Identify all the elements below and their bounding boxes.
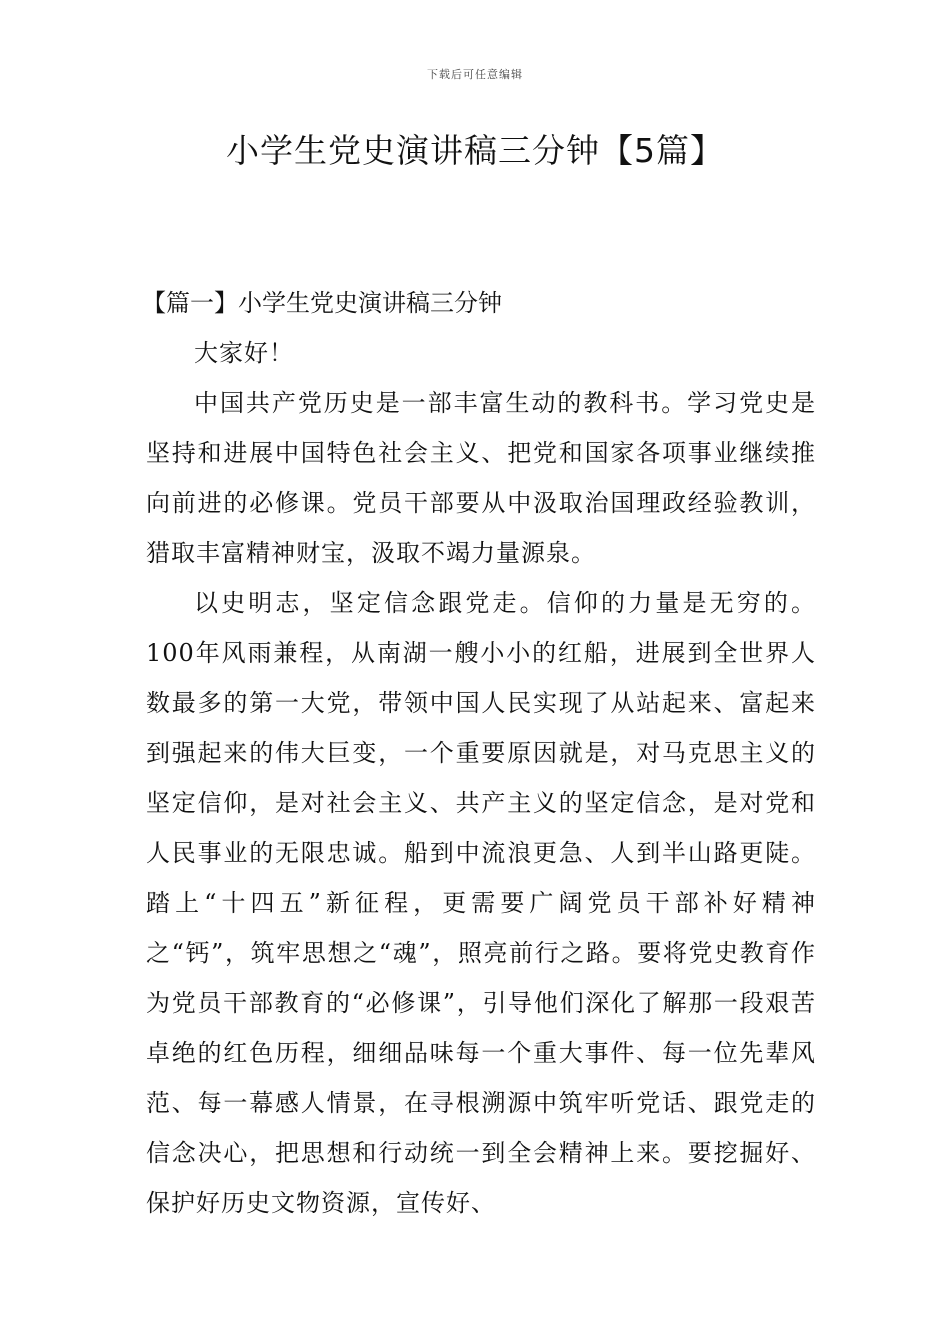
body-paragraph: 中国共产党历史是一部丰富生动的教科书。学习党史是坚持和进展中国特色社会主义、把党和国家各项事业继续推向前进的必修课。党员干部要从中汲取治国理政经验教训，猎取丰富精神财宝，汲取不竭力量源泉。 [146, 389, 816, 567]
greeting-paragraph: 大家好！ [194, 339, 294, 367]
section-heading: 【篇一】小学生党史演讲稿三分钟 [142, 289, 502, 317]
body-paragraph: 以史明志，坚定信念跟党走。信仰的力量是无穷的。100年风雨兼程，从南湖一艘小小的红船，进展到全世界人数最多的第一大党，带领中国人民实现了从站起来、富起来到强起来的伟大巨变，一个重要原因就是，对马克思主义的坚定信仰，是对社会主义、共产主义的坚定信念，是对党和人民事业的无限忠诚。船到中流浪更急、人到半山路更陡。踏上“十四五”新征程，更需要广阔党员干部补好精神之“钙”，筑牢思想之“魂”，照亮前行之路。要将党史教育作为党员干部教育的“必修课”，引导他们深化了解那一段艰苦卓绝的红色历程，细细品味每一个重大事件、每一位先辈风范、每一幕感人情景，在寻根溯源中筑牢听党话、跟党走的信念决心，把思想和行动统一到全会精神上来。要挖掘好、保护好历史文物资源，宣传好、 [146, 589, 816, 1217]
header-note: 下载后可任意编辑 [427, 68, 523, 81]
document-title: 小学生党史演讲稿三分钟【5篇】 [226, 131, 724, 170]
document-body [142, 278, 816, 1228]
